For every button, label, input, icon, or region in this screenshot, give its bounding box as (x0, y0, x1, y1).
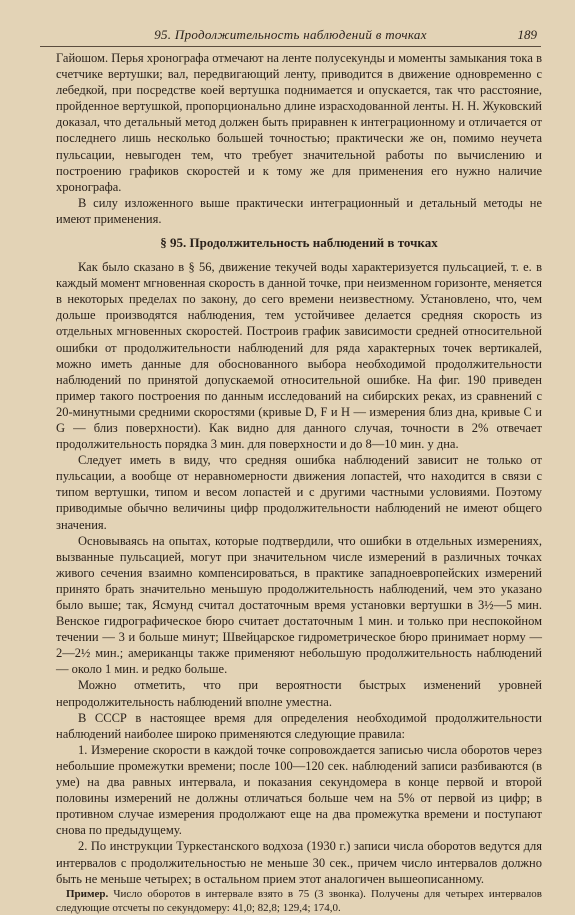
rule-item-1: 1. Измерение скорости в каждой точке сопровождается записью числа оборотов через небольшие промежутки времени; после 100—120 сек. наблюдений записи разбиваются (в уме) на два равных интервала, и показания секундомера в конце первой и второй половины измерений не должны отличаться больше чем на 5% от первой из цифр; в противном случае измерения продолжают еще на два промежутка времени и поступают снова по предыдущему. (56, 742, 542, 838)
paragraph: Гайошом. Перья хронографа отмечают на ленте полусекунды и моменты замыкания тока в счетчике вертушки; вал, передвигающий ленту, приводится в движение одновременно с лебедкой, при посредстве коей вертушка поднимается и опускается, так что расстояние, пройденное вертушкой, пропорционально длине израсходованной ленты. Н. Н. Жуковский доказал, что детальный метод должен быть приравнен к интеграционному и отличается от последнего лишь несколько большей точностью; практически же он, помимо неучета пульсации, невыгоден тем, что требует значительной работы по вычислению и построению графиков скоростей и к тому же для применения его нужно наличие хронографа. (56, 51, 542, 194)
page-body (56, 50, 542, 915)
paragraph: Можно отметить, что при вероятности быстрых изменений уровней непродолжительность наблюдений вполне уместна. (56, 678, 542, 709)
paragraph: Основываясь на опытах, которые подтвердили, что ошибки в отдельных измерениях, вызванные пульсацией, могут при значительном числе измерений в различных точках живого сечения взаимно компенсироваться, в практике западноевропейских измерений принято брать значительно меньшую продолжительность наблюдений, чем это указано было выше; так, Ясмунд считал достаточным время установки вертушки в 3½—5 мин. Венское гидрографическое бюро считает достаточным 1 мин. и только при неспокойном течении — 3 и больше минут; Швейцарское гидрометрическое бюро принимает норму — 2—2½ мин.; американцы также применяют небольшую продолжительность наблюдений — около 1 мин. и редко больше. (56, 533, 542, 677)
page-number: 189 (517, 27, 537, 42)
paragraph: Как было сказано в § 56, движение текучей воды характеризуется пульсацией, т. е. в каждый момент мгновенная скорость в данной точке, при неизменном горизонте, меняется в некоторых пределах по закону, до сего времени неизвестному. Установлено, что, чем дольше производятся наблюдения, тем устойчивее делается средняя скорость из отдельных мгновенных скоростей. Построив график зависимости средней относительной ошибки от продолжительности наблюдений для ряда характерных точек вертикалей, можно иметь данные для обоснованного выбора необходимой продолжительности наблюдений по принятой допускаемой относительной ошибке. На фиг. 190 приведен пример такого построения по данным исследований на сибирских реках, из сравнений с 20-минутными средними скоростями (кривые D, F и H — измерения близ дна, кривые C и G — близ поверхности). Как видно для данного случая, точности в 2% отвечает продолжительность порядка 3 мин. для поверхности и до 8—10 мин. у дна. (56, 260, 542, 452)
example-text: Число оборотов в интервале взято в 75 (3 звонка). Получены для четырех интервалов следующие отсчеты по секундомеру: 41,0; 82,8; 129,4; 174,0. (56, 887, 542, 914)
paragraph: В силу изложенного выше практически интеграционный и детальный методы не имеют применения. (56, 195, 542, 226)
running-header-title: 95. Продолжительность наблюдений в точках (154, 27, 427, 42)
example-block (56, 887, 542, 915)
paragraph: Следует иметь в виду, что средняя ошибка наблюдений зависит не только от пульсации, а вообще от неравномерности движения лопастей, что находится в связи с типом вертушки, типом и весом лопастей и с другими частными условиями. Поэтому приводимые обычно величины цифр продолжительности наблюдений не имеют общего значения. (56, 453, 542, 532)
example-lead: Пример. (66, 887, 109, 900)
rule-item-2: 2. По инструкции Туркестанского водхоза (1930 г.) записи числа оборотов ведутся для интервалов с продолжительностью не меньше 30 сек., причем число интервалов должно быть не меньше четырех; в остальном прием этот аналогичен вышеописанному. (56, 839, 542, 886)
running-header (40, 24, 541, 47)
paragraph: В СССР в настоящее время для определения необходимой продолжительности наблюдений наиболее широко применяются следующие правила: (56, 710, 542, 741)
section-heading: § 95. Продолжительность наблюдений в точках (160, 235, 438, 251)
